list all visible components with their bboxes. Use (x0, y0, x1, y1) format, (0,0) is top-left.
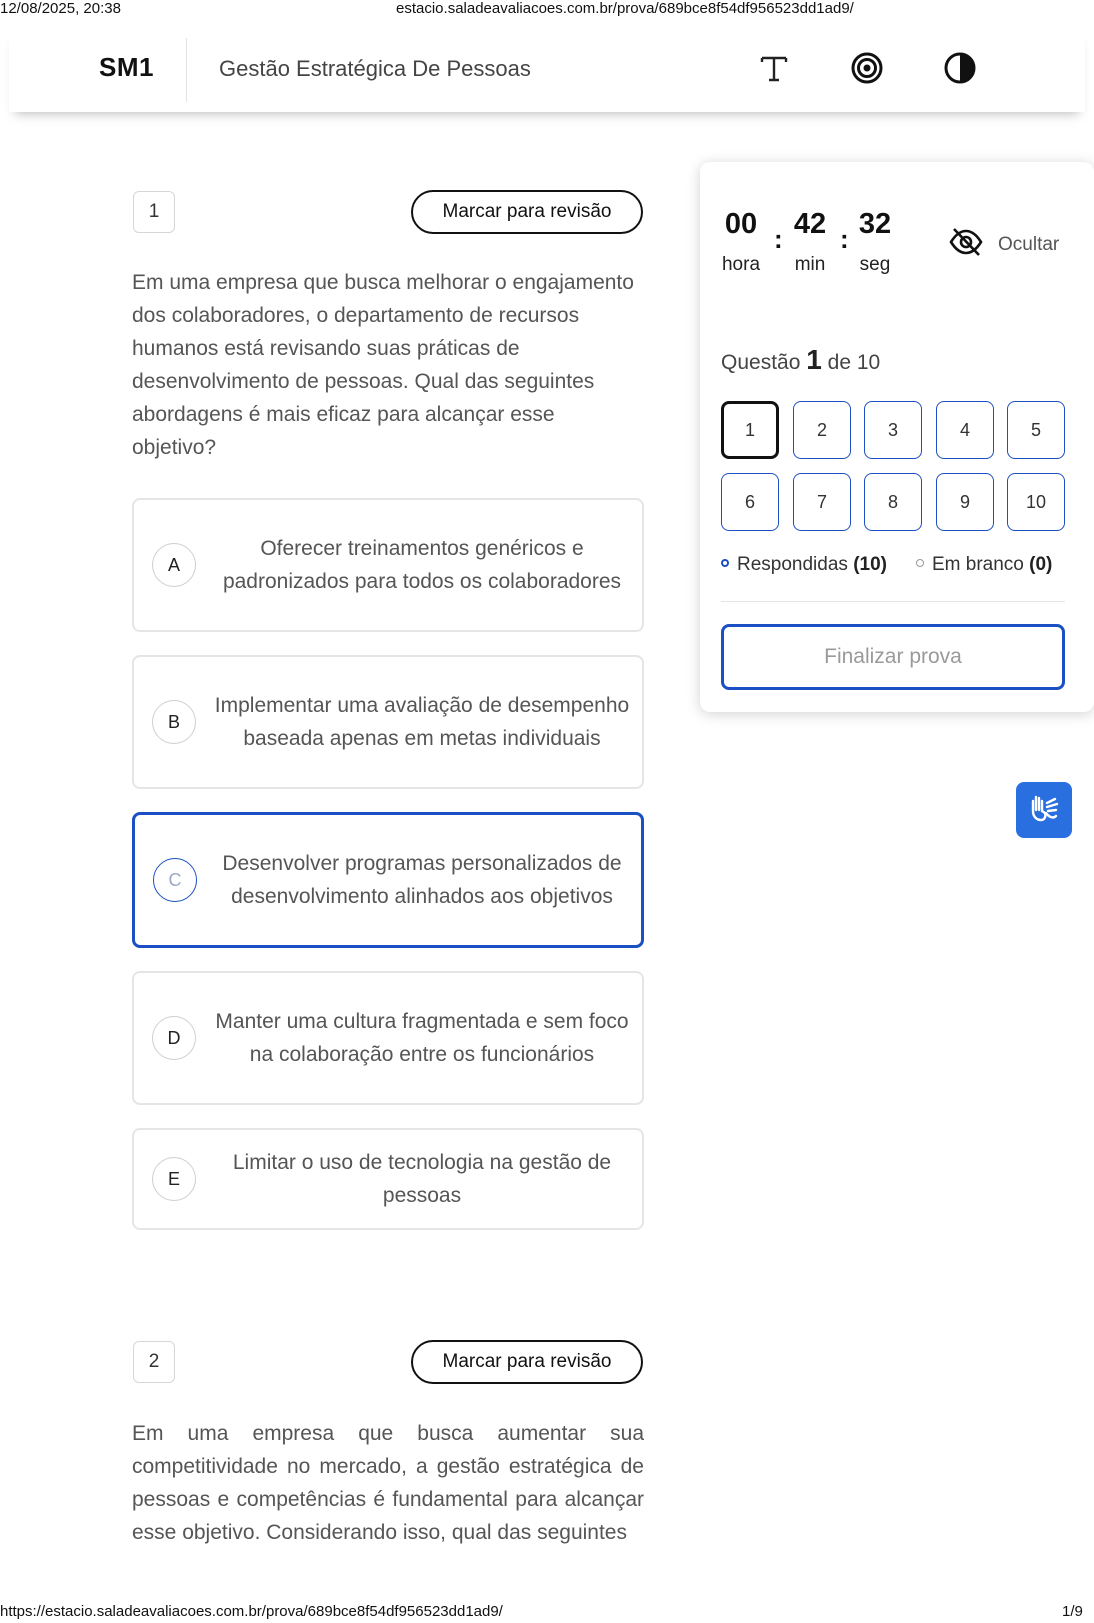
question-number: 1 (133, 191, 175, 233)
question-text: Em uma empresa que busca melhorar o engajamento dos colaboradores, o departamento de recursos humanos está revisando suas práticas de desenvolvimento de pessoas. Qual das seguintes abordagens é mais eficaz para alcançar esse objetivo? (132, 271, 634, 459)
question-nav-button[interactable]: 4 (936, 401, 994, 459)
legend-blank (916, 554, 1052, 576)
timer-hours-label: hora (721, 254, 761, 275)
text-size-icon[interactable] (754, 48, 794, 88)
option-text: Manter uma cultura fragmentada e sem foco na colaboração entre os funcionários (215, 1010, 629, 1066)
logo: SM1 (99, 52, 154, 82)
course-title: Gestão Estratégica De Pessoas (219, 56, 531, 81)
option-d[interactable] (132, 971, 644, 1105)
hide-label: Ocultar (998, 234, 1060, 255)
question-nav-button[interactable]: 5 (1007, 401, 1065, 459)
question-indicator-suffix: de 10 (827, 351, 881, 374)
timer-minutes-label: min (794, 254, 826, 275)
print-url-bottom: https://estacio.saladeavaliacoes.com.br/prova/689bce8f54df956523dd1ad9/ (0, 1603, 503, 1620)
print-datetime: 12/08/2025, 20:38 (0, 0, 121, 17)
question-nav-button[interactable]: 7 (793, 473, 851, 531)
contrast-icon[interactable] (940, 48, 980, 88)
app-header (9, 28, 1085, 112)
question-nav-button[interactable]: 3 (864, 401, 922, 459)
timer-separator: : (774, 224, 783, 254)
print-url-top: estacio.saladeavaliacoes.com.br/prova/689bce8f54df956523dd1ad9/ (396, 0, 854, 17)
panel-divider (721, 601, 1065, 602)
header-divider (186, 38, 187, 102)
finish-exam-button[interactable]: Finalizar prova (721, 624, 1065, 690)
exam-side-panel (700, 162, 1094, 712)
option-a[interactable] (132, 498, 644, 632)
question-nav-button[interactable]: 6 (721, 473, 779, 531)
question-indicator-prefix: Questão (721, 351, 801, 374)
option-letter: B (152, 700, 196, 744)
timer-seconds-label: seg (859, 254, 891, 275)
timer-seconds: 32 (858, 208, 892, 240)
option-b[interactable] (132, 655, 644, 789)
question-text: Em uma empresa que busca aumentar sua competitividade no mercado, a gestão estratégica de pessoas e competências é fundamental para alcançar esse objetivo. Considerando isso, qual das seguintes (132, 1422, 644, 1544)
eye-off-icon (948, 224, 984, 265)
mark-for-review-button[interactable]: Marcar para revisão (411, 190, 643, 234)
question-nav-button[interactable]: 1 (721, 401, 779, 459)
answered-dot-icon (721, 559, 729, 567)
option-c[interactable] (132, 812, 644, 948)
current-question-number: 1 (806, 344, 822, 375)
legend-answered (721, 554, 887, 576)
question-nav-button[interactable]: 2 (793, 401, 851, 459)
print-page-number: 1/9 (1062, 1603, 1083, 1620)
answered-count: (10) (853, 554, 887, 575)
question-nav-button[interactable]: 9 (936, 473, 994, 531)
sign-language-button[interactable] (1016, 782, 1072, 838)
option-letter: A (152, 543, 196, 587)
target-icon[interactable] (847, 48, 887, 88)
option-text: Limitar o uso de tecnologia na gestão de pessoas (232, 1151, 612, 1207)
question-nav-button[interactable]: 10 (1007, 473, 1065, 531)
blank-count: (0) (1029, 554, 1053, 575)
question-nav-button[interactable]: 8 (864, 473, 922, 531)
blank-label: Em branco (932, 554, 1024, 575)
option-letter: E (152, 1157, 196, 1201)
blank-dot-icon (916, 559, 924, 567)
option-e[interactable] (132, 1128, 644, 1230)
option-text: Implementar uma avaliação de desempenho baseada apenas em metas individuais (214, 694, 630, 750)
option-letter: D (152, 1016, 196, 1060)
question-number: 2 (133, 1341, 175, 1383)
timer-separator: : (840, 224, 849, 254)
answered-label: Respondidas (737, 554, 848, 575)
mark-for-review-button[interactable]: Marcar para revisão (411, 1340, 643, 1384)
sign-language-hands-icon (1025, 789, 1063, 832)
timer-minutes: 42 (793, 208, 827, 240)
question-indicator (721, 344, 880, 376)
option-text: Oferecer treinamentos genéricos e padronizados para todos os colaboradores (222, 537, 622, 593)
option-text: Desenvolver programas personalizados de desenvolvimento alinhados aos objetivos (222, 852, 622, 908)
timer-hours: 00 (724, 208, 758, 240)
hide-timer-toggle[interactable] (948, 222, 1088, 266)
option-letter: C (153, 858, 197, 902)
